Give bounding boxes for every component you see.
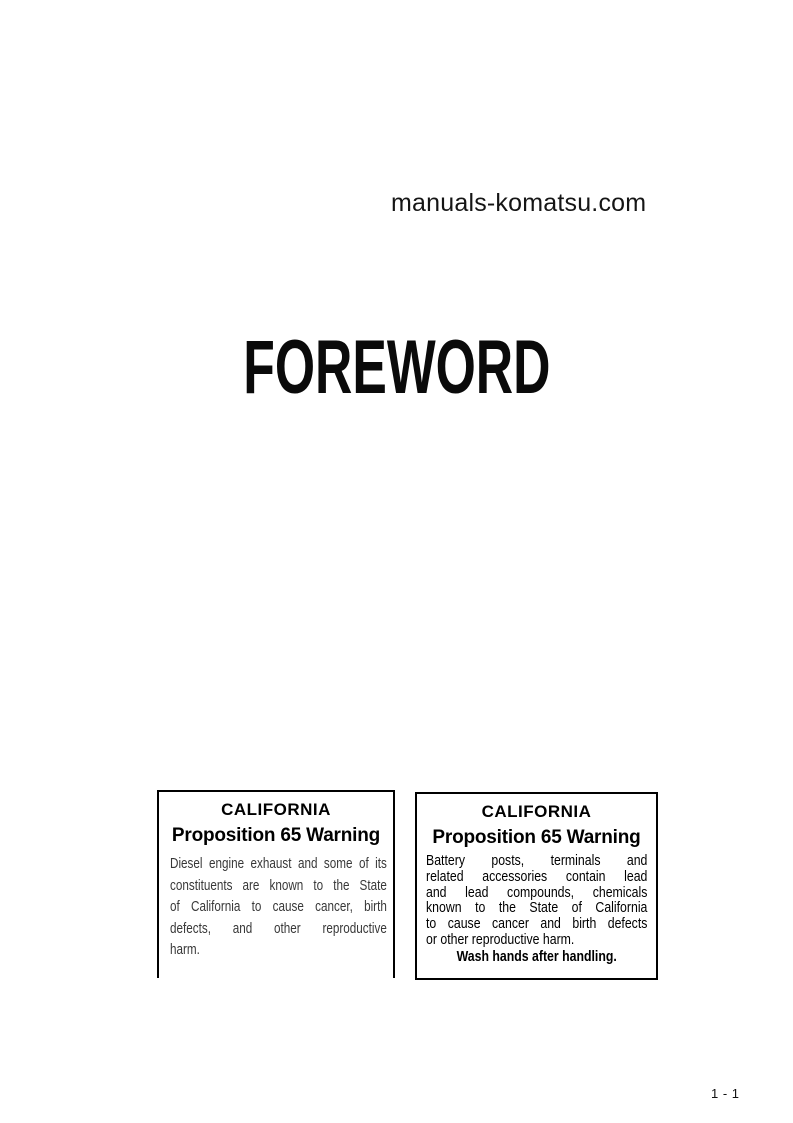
- wash-hands-footer: Wash hands after handling.: [456, 947, 617, 965]
- warning-body-line: to cause cancer and birth defects: [426, 915, 648, 933]
- warning-body-text: [170, 853, 387, 961]
- warning-body-lines: [426, 853, 647, 948]
- warning-body-line: known to the State of California: [426, 899, 648, 917]
- warning-heading: Proposition 65 Warning: [171, 825, 381, 846]
- warning-heading: Proposition 65 Warning: [432, 827, 641, 848]
- warning-body-line: and lead compounds, chemicals: [426, 883, 648, 901]
- california-warning-box-battery: [415, 792, 658, 980]
- california-warning-box-diesel: [157, 790, 395, 978]
- warning-body-line: Diesel engine exhaust and some of its: [170, 855, 387, 872]
- warning-body-line: of California to cause cancer, birth: [170, 898, 387, 915]
- site-name-text: manuals-komatsu.com: [391, 189, 647, 217]
- warning-body-line: harm.: [170, 941, 200, 958]
- warning-region-label: CALIFORNIA: [481, 802, 592, 821]
- warning-body-text: [426, 853, 647, 965]
- warning-body-line: constituents are known to the State: [170, 876, 387, 894]
- page-title: FOREWORD: [242, 325, 551, 410]
- title-row: [0, 325, 793, 410]
- warning-body-line: related accessories contain lead: [426, 867, 648, 885]
- warning-body-line: Battery posts, terminals and: [426, 852, 648, 869]
- warning-body-line: defects, and other reproductive: [170, 919, 387, 937]
- page-number: 1 - 1: [711, 1086, 740, 1101]
- warning-region-label: CALIFORNIA: [221, 800, 331, 819]
- warning-body-line: or other reproductive harm.: [426, 930, 575, 948]
